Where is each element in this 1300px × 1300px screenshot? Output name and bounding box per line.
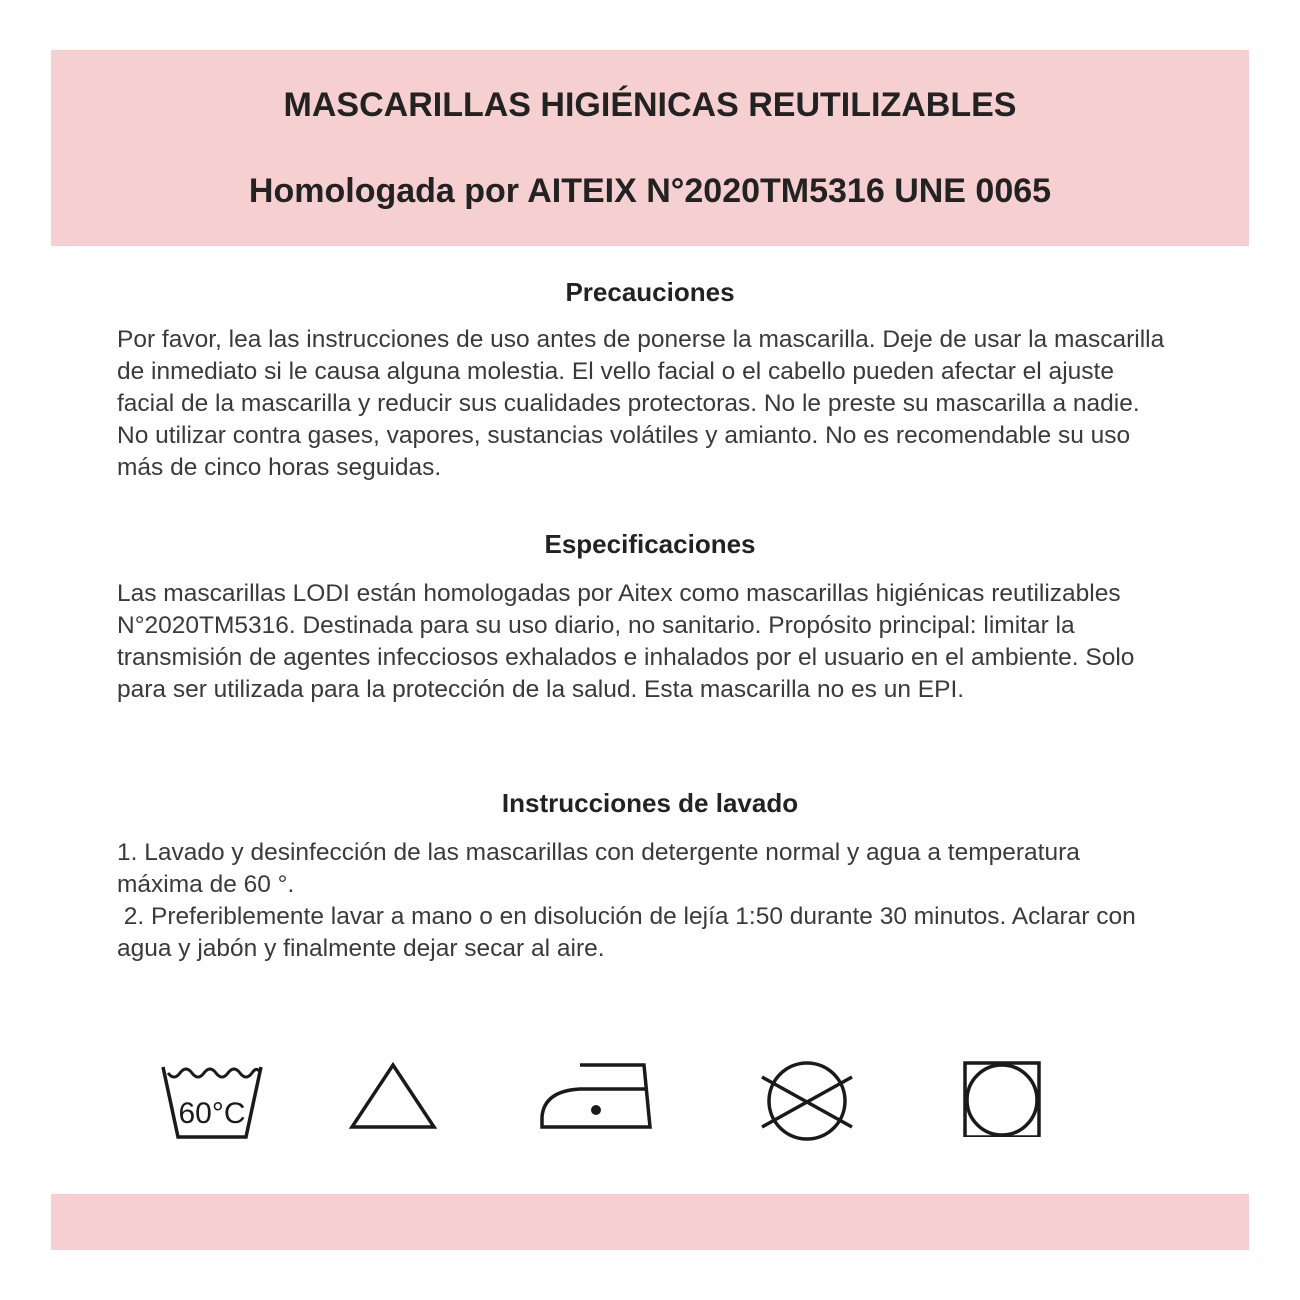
especificaciones-line: para ser utilizada para la protección de la salud. Esta mascarilla no es un EPI. bbox=[117, 676, 965, 703]
iron-low-icon bbox=[538, 1055, 654, 1133]
care-icons-row bbox=[0, 1055, 1300, 1155]
footer-band bbox=[51, 1194, 1249, 1250]
lavado-heading: Instrucciones de lavado bbox=[501, 788, 799, 818]
bleach-allowed-icon bbox=[348, 1055, 438, 1131]
especificaciones-line: transmisión de agentes infecciosos exhalados e inhalados por el usuario en el ambiente. Solo bbox=[117, 644, 1135, 671]
lavado-line: 1. Lavado y desinfección de las mascarillas con detergente normal y agua a temperatura bbox=[117, 839, 1080, 866]
especificaciones-heading: Especificaciones bbox=[544, 529, 756, 559]
no-tumble-dry-icon bbox=[759, 1055, 855, 1145]
dry-icon bbox=[961, 1055, 1043, 1137]
lavado-line: máxima de 60 °. bbox=[117, 871, 295, 898]
wash-temp-label: 60°C bbox=[178, 1097, 246, 1130]
header-title: MASCARILLAS HIGIÉNICAS REUTILIZABLES bbox=[283, 86, 1017, 124]
precauciones-text bbox=[117, 324, 1187, 484]
wash-60-icon bbox=[160, 1055, 264, 1141]
especificaciones-line: N°2020TM5316. Destinada para su uso diario, no sanitario. Propósito principal: limitar la bbox=[117, 612, 1075, 639]
precauciones-line: facial de la mascarilla y reducir sus cualidades protectoras. No le preste su mascarilla a nadie. bbox=[117, 390, 1140, 417]
header-subtitle: Homologada por AITEIX N°2020TM5316 UNE 0065 bbox=[248, 172, 1052, 210]
precauciones-line: más de cinco horas seguidas. bbox=[117, 454, 442, 481]
precauciones-line: de inmediato si le causa alguna molestia. El vello facial o el cabello pueden afectar el ajuste bbox=[117, 358, 1114, 385]
precauciones-line: No utilizar contra gases, vapores, sustancias volátiles y amianto. No es recomendable su uso bbox=[117, 422, 1131, 449]
especificaciones-line: Las mascarillas LODI están homologadas por Aitex como mascarillas higiénicas reutilizables bbox=[117, 580, 1121, 607]
lavado-line: 2. Preferiblemente lavar a mano o en disolución de lejía 1:50 durante 30 minutos. Aclarar con bbox=[117, 903, 1136, 930]
especificaciones-text bbox=[117, 578, 1187, 706]
lavado-line: agua y jabón y finalmente dejar secar al aire. bbox=[117, 935, 605, 962]
header-band bbox=[51, 50, 1249, 246]
precauciones-heading: Precauciones bbox=[565, 277, 735, 307]
lavado-text bbox=[117, 837, 1187, 965]
precauciones-line: Por favor, lea las instrucciones de uso antes de ponerse la mascarilla. Deje de usar la mascarilla bbox=[117, 326, 1165, 353]
